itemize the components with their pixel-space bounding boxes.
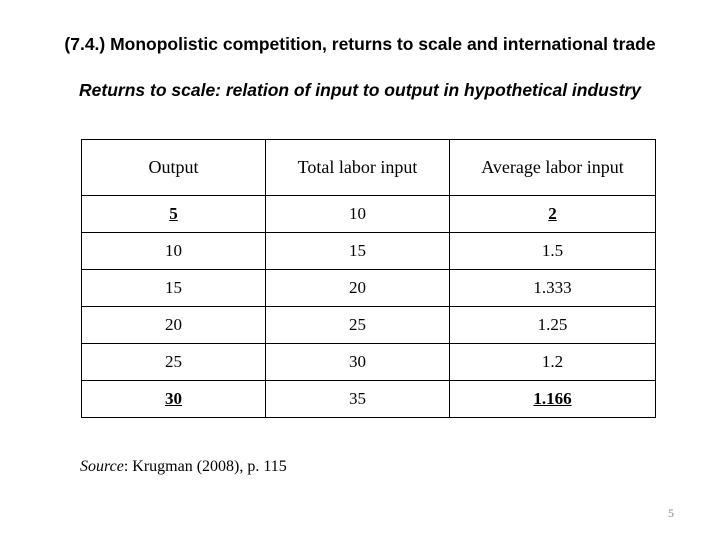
output-cell: 20 [82,307,266,344]
output-cell: 10 [82,233,266,270]
slide-subtitle: Returns to scale: relation of input to output in hypothetical industry [79,80,641,100]
slide-title: (7.4.) Monopolistic competition, returns to scale and international trade [64,34,656,54]
source-text: : Krugman (2008), p. 115 [123,458,287,475]
total-labor-cell: 20 [266,270,450,307]
header-average-labor-input: Average labor input [450,140,656,196]
total-labor-cell: 10 [266,196,450,233]
table-row [82,307,656,344]
output-cell: 25 [82,344,266,381]
table-row [82,196,656,233]
total-labor-cell: 15 [266,233,450,270]
returns-to-scale-table [81,139,656,418]
total-labor-cell: 30 [266,344,450,381]
total-labor-cell: 25 [266,307,450,344]
average-labor-cell: 1.25 [450,307,656,344]
table-row [82,381,656,418]
average-labor-cell: 1.333 [450,270,656,307]
table-row [82,270,656,307]
table-row [82,344,656,381]
header-total-labor-input: Total labor input [266,140,450,196]
output-cell: 30 [82,381,266,418]
page-number: 5 [668,506,674,520]
average-labor-cell: 1.166 [450,381,656,418]
output-cell: 15 [82,270,266,307]
total-labor-cell: 35 [266,381,450,418]
table-header-row [82,140,656,196]
output-cell: 5 [82,196,266,233]
table-row [82,233,656,270]
average-labor-cell: 1.2 [450,344,656,381]
average-labor-cell: 2 [450,196,656,233]
source-citation [80,457,287,477]
average-labor-cell: 1.5 [450,233,656,270]
source-label: Source [80,458,124,475]
header-output: Output [82,140,266,196]
